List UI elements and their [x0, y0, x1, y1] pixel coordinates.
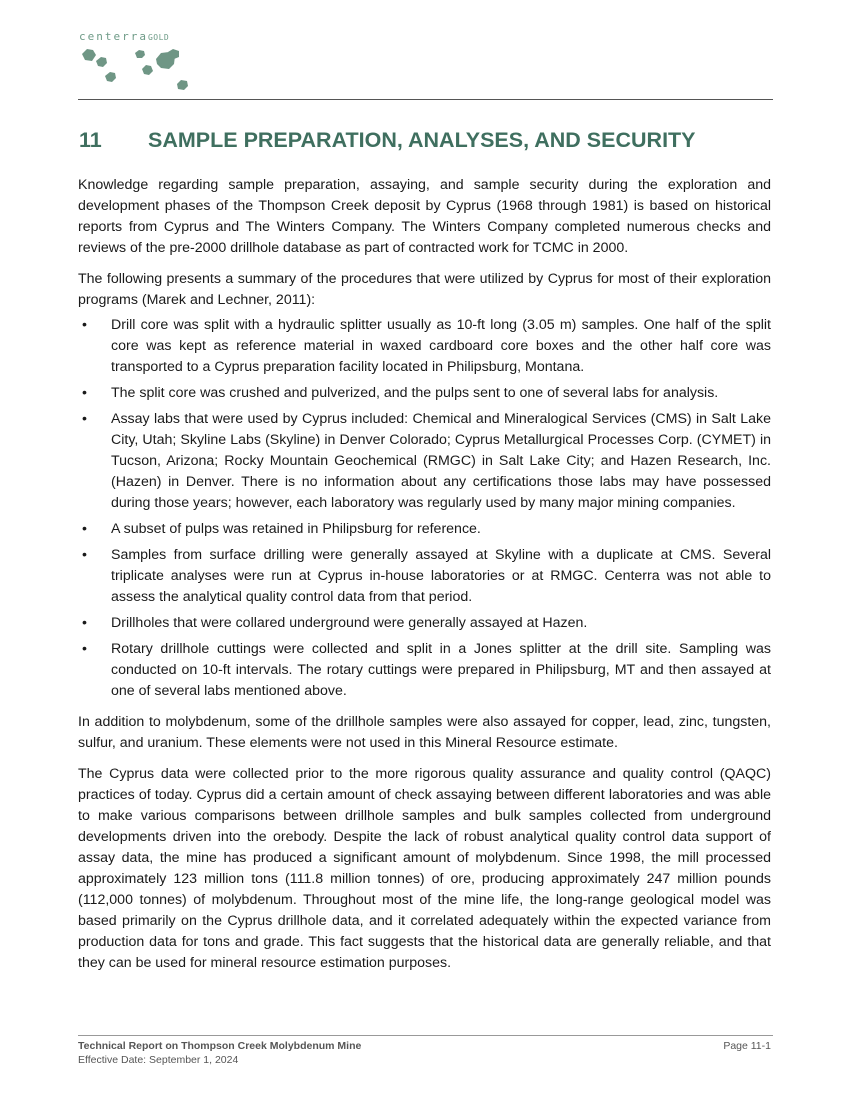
- page-number: Page 11-1: [723, 1040, 771, 1052]
- bullet-icon: •: [82, 547, 87, 563]
- bullet-icon: •: [82, 521, 87, 537]
- bullet-icon: •: [82, 385, 87, 401]
- hexagon-logo-icon: [78, 44, 198, 96]
- section-title: SAMPLE PREPARATION, ANALYSES, AND SECURITY: [148, 128, 696, 152]
- list-item: • A subset of pulps was retained in Philipsburg for reference.: [78, 519, 771, 540]
- paragraph-qaqc: The Cyprus data were collected prior to the more rigorous quality assurance and quality control (QAQC) practices of today. Cyprus did a certain amount of check assaying between different laboratories and was able to make various comparisons between drillhole samples and bulk samples collected from underground developments driven into the orebody. Despite the lack of robust analytical quality control data support of assay data, the mine has produced a significant amount of molybdenum. Since 1998, the mill processed approximately 123 million tons (111.8 million tonnes) of ore, producing approximately 247 million pounds (112,000 tonnes) of molybdenum. Throughout most of the mine life, the long-range geological model was based primarily on the Cyprus drillhole data, and it correlated adequately within the expected variance from production data for tons and grade. This fact suggests that the historical data are generally reliable, and that they can be used for mineral resource estimation purposes.: [78, 766, 771, 971]
- page-footer: [78, 1035, 773, 1066]
- list-item: • Drillholes that were collared underground were generally assayed at Hazen.: [78, 613, 771, 634]
- company-logo-text: [79, 30, 169, 43]
- paragraph-intro: Knowledge regarding sample preparation, assaying, and sample security during the exploration and development phases of the Thompson Creek deposit by Cyprus (1968 through 1981) is based on historical reports from Cyprus and The Winters Company. The Winters Company completed numerous checks and reviews of the pre-2000 drillhole database as part of contracted work for TCMC in 2000.: [78, 177, 771, 256]
- section-number: 11: [79, 128, 102, 152]
- bullet-icon: •: [82, 615, 87, 631]
- bullet-icon: •: [82, 641, 87, 657]
- list-item: • The split core was crushed and pulverized, and the pulps sent to one of several labs for analysis.: [78, 383, 771, 404]
- logo-main: centerra: [79, 30, 148, 43]
- page-header: [78, 28, 773, 100]
- list-item: • Rotary drillhole cuttings were collected and split in a Jones splitter at the drill site. Sampling was conducted on 10-ft intervals. The rotary cuttings were prepared in Philipsburg, MT and then assayed at one of several labs mentioned above.: [82, 641, 771, 699]
- section-heading: [79, 128, 696, 153]
- list-item: • Samples from surface drilling were generally assayed at Skyline with a duplicate at CMS. Several triplicate analyses were run at Cyprus in-house laboratories or at RMGC. Centerra was not able to assess the analytical quality control data from that period.: [82, 547, 771, 605]
- procedure-list: [78, 315, 771, 702]
- effective-date: Effective Date: September 1, 2024: [78, 1054, 239, 1066]
- list-item: • Drill core was split with a hydraulic splitter usually as 10-ft long (3.05 m) samples. One half of the split core was kept as reference material in waxed cardboard core boxes and the other half core was transported to a Cyprus preparation facility located in Philipsburg, Montana.: [82, 317, 771, 375]
- logo-suffix: GOLD: [147, 33, 170, 42]
- bullet-icon: •: [82, 317, 87, 333]
- paragraph-other-elements: In addition to molybdenum, some of the drillhole samples were also assayed for copper, lead, zinc, tungsten, sulfur, and uranium. These elements were not used in this Mineral Resource estimate.: [78, 714, 771, 751]
- bullet-icon: •: [82, 411, 87, 427]
- body-content: [78, 175, 771, 984]
- list-item: • Assay labs that were used by Cyprus included: Chemical and Mineralogical Services (CMS) in Salt Lake City, Utah; Skyline Labs (Skyline) in Denver Colorado; Cyprus Metallurgical Processes Corp. (CYMET) in Tucson, Arizona; Rocky Mountain Geochemical (RMGC) in Salt Lake City; and Hazen Research, Inc. (Hazen) in Denver. There is no information about any certifications those labs may have possessed during those years; however, each laboratory was regularly used by many major mining companies.: [82, 411, 771, 511]
- paragraph-procedures: The following presents a summary of the procedures that were utilized by Cyprus for most of their exploration programs (Marek and Lechner, 2011):: [78, 271, 771, 308]
- report-title: Technical Report on Thompson Creek Molybdenum Mine: [78, 1040, 362, 1052]
